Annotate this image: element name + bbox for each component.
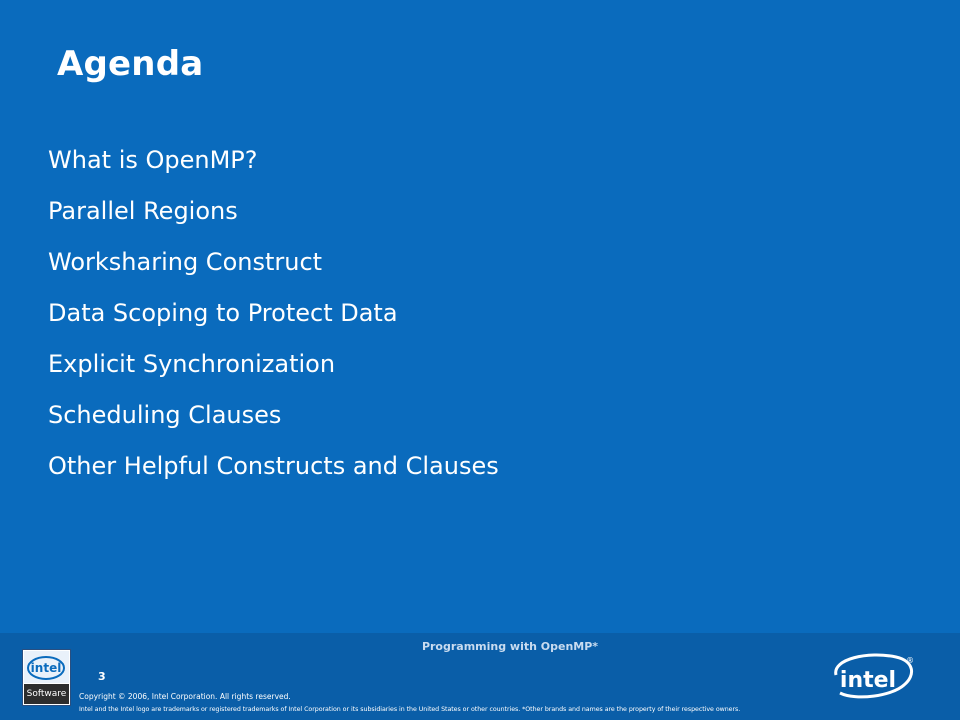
copyright-text: Copyright © 2006, Intel Corporation. All rights reserved.	[79, 692, 291, 701]
page-number: 3	[98, 670, 106, 683]
course-title: Programming with OpenMP*	[421, 640, 599, 653]
intel-logo-icon	[826, 649, 916, 707]
slide-title: Agenda	[57, 44, 204, 84]
agenda-item: Worksharing Construct	[48, 248, 323, 276]
agenda-item: What is OpenMP?	[48, 146, 258, 174]
agenda-item: Other Helpful Constructs and Clauses	[48, 452, 499, 480]
trademark-text: Intel and the Intel logo are trademarks or registered trademarks of Intel Corporation or its subsidiaries in the United States or other countries. *Other brands and names are the property of their respective owners.	[79, 706, 741, 713]
registered-mark: ®	[906, 656, 914, 665]
agenda-list	[48, 143, 499, 500]
agenda-item: Scheduling Clauses	[48, 401, 282, 429]
intel-software-logo	[22, 649, 71, 706]
intel-logo-brand: intel	[839, 668, 897, 693]
intel-swoosh-icon	[24, 651, 69, 683]
software-label: Software	[24, 684, 69, 704]
footer-bar	[0, 633, 960, 720]
agenda-item: Parallel Regions	[48, 197, 238, 225]
agenda-item: Explicit Synchronization	[48, 350, 336, 378]
agenda-item: Data Scoping to Protect Data	[48, 299, 398, 327]
software-logo-brand: intel	[30, 661, 62, 675]
